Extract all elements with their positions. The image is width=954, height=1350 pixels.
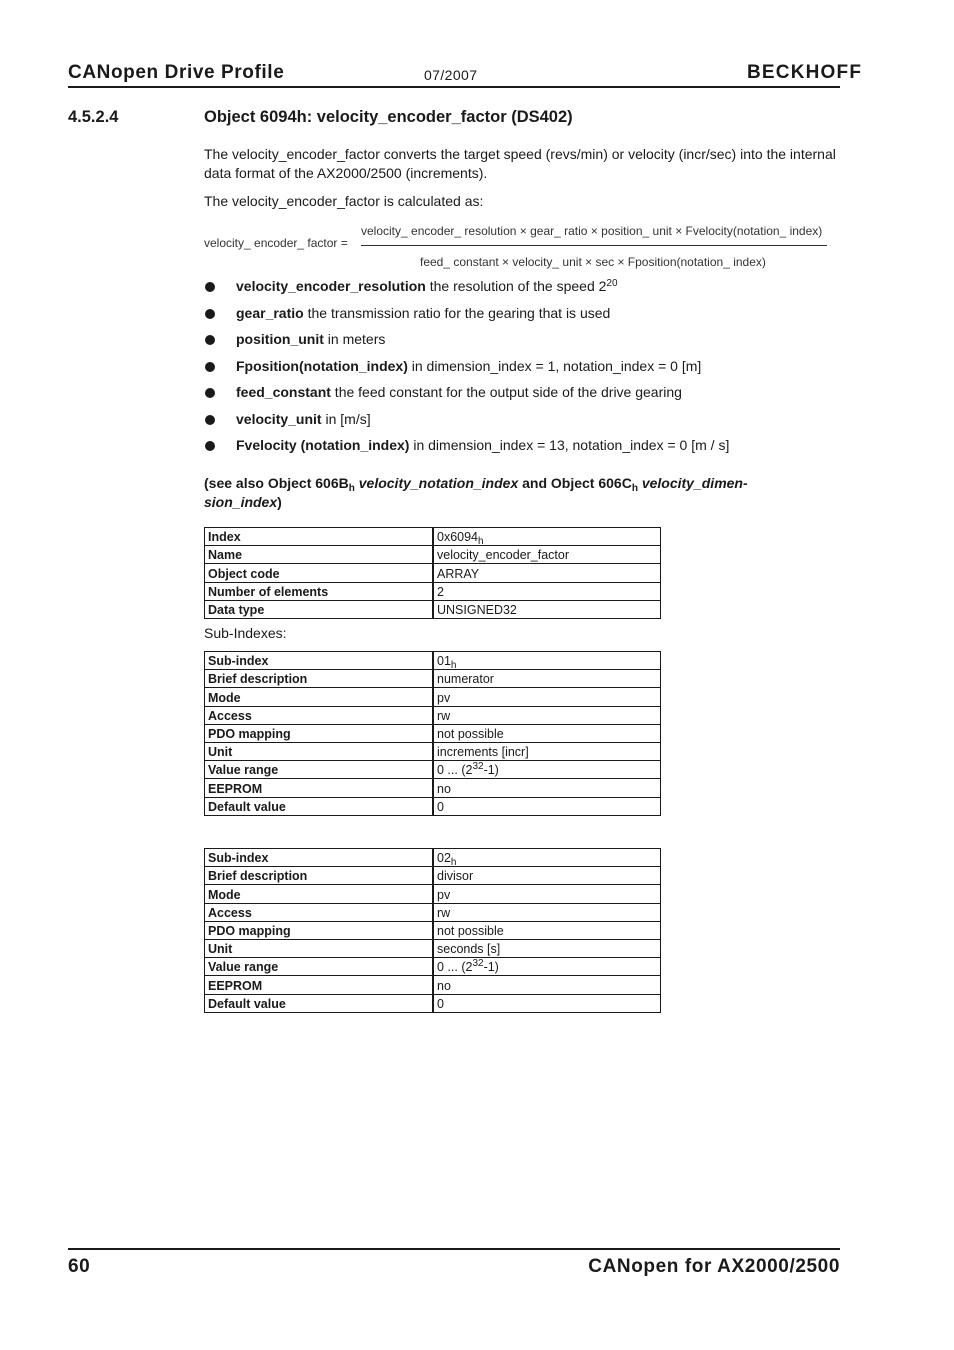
table-row: Object code ARRAY: [205, 564, 661, 582]
table-row: Access rw: [205, 706, 661, 724]
table-row: Name velocity_encoder_factor: [205, 546, 661, 564]
table-row: Unit increments [incr]: [205, 742, 661, 760]
term: velocity_encoder_resolution: [236, 278, 426, 294]
term: feed_constant: [236, 384, 331, 400]
table-row: Unit seconds [s]: [205, 939, 661, 957]
list-item: [204, 356, 844, 383]
table-row: EEPROM no: [205, 779, 661, 797]
list-item: [204, 329, 844, 356]
page-number: 60: [68, 1256, 91, 1277]
brand-logo: BECKHOFF: [747, 62, 863, 83]
table-row: PDO mapping not possible: [205, 724, 661, 742]
table-row: Default value 0: [205, 797, 661, 815]
list-item: [204, 276, 844, 303]
formula-denominator: feed_ constant × velocity_ unit × sec × Fposition(notation_ index): [420, 255, 766, 269]
term: gear_ratio: [236, 304, 304, 321]
list-item: [204, 303, 844, 330]
table-row: EEPROM no: [205, 976, 661, 994]
formula-fraction-bar: [361, 245, 827, 246]
intro-paragraph: The velocity_encoder_factor converts the target speed (revs/min) or velocity (incr/sec) into the internal data format of the AX2000/2500 (increments).: [204, 146, 836, 181]
bullet-icon: [205, 441, 215, 451]
term-description: the feed constant for the output side of the drive gearing: [330, 384, 682, 400]
list-item: [204, 382, 844, 409]
see-also-note: (see also Object $606B_h$ velocity_notation_index and Object $606C_h$ velocity_dimen-sion_index): [204, 475, 748, 510]
term: Fposition(notation_index): [236, 357, 408, 374]
table-row: Value range 0 ... $(2^{32}-1)$: [205, 761, 661, 779]
table-row: Sub-index $01_h$: [205, 652, 661, 670]
table-row: Mode pv: [205, 885, 661, 903]
table-row: Sub-index $02_h$: [205, 849, 661, 867]
variable-list: [204, 276, 844, 462]
term-description: in dimension_index = 13, notation_index = 0 [m / s]: [409, 437, 730, 453]
term-description: in meters: [323, 331, 386, 347]
bullet-icon: [205, 282, 215, 292]
table-row: Data type UNSIGNED32: [205, 600, 661, 618]
bullet-icon: [205, 335, 215, 345]
header-title: CANopen Drive Profile: [68, 62, 285, 83]
sub-indexes-label: Sub-Indexes:: [204, 625, 287, 641]
term: position_unit: [236, 331, 324, 347]
table-row: Mode pv: [205, 688, 661, 706]
footer-rule: [68, 1248, 840, 1250]
list-item: [204, 435, 844, 462]
subindex-table-02: [204, 848, 661, 1013]
term-description: the transmission ratio for the gearing that is used: [303, 304, 611, 321]
bullet-icon: [205, 309, 215, 319]
formula-lhs: velocity_ encoder_ factor =: [204, 236, 348, 250]
term-description: in [m/s]: [321, 410, 371, 427]
table-row: Index $0x6094_h$: [205, 528, 661, 546]
table-row: Default value 0: [205, 994, 661, 1012]
header-rule: [68, 86, 840, 88]
table-row: PDO mapping not possible: [205, 921, 661, 939]
footer-title: CANopen for AX2000/2500: [588, 1256, 840, 1277]
term-description: the resolution of the speed 2: [425, 278, 607, 294]
calc-paragraph: The velocity_encoder_factor is calculated as:: [204, 193, 484, 209]
object-table: [204, 527, 661, 619]
term: velocity_unit: [236, 410, 322, 427]
exponent: 20: [606, 278, 618, 289]
table-row: Access rw: [205, 903, 661, 921]
term-description: in dimension_index = 1, notation_index = 0 [m]: [407, 357, 702, 374]
table-row: Brief description divisor: [205, 867, 661, 885]
bullet-icon: [205, 415, 215, 425]
bullet-icon: [205, 388, 215, 398]
list-item: [204, 409, 844, 436]
formula-numerator: velocity_ encoder_ resolution × gear_ ratio × position_ unit × Fvelocity(notation_ index): [361, 224, 823, 238]
bullet-icon: [205, 362, 215, 372]
section-title: Object 6094h: velocity_encoder_factor (DS402): [204, 108, 573, 126]
table-row: Value range 0 ... $(2^{32}-1)$: [205, 958, 661, 976]
section-number: 4.5.2.4: [68, 108, 119, 126]
table-row: Number of elements 2: [205, 582, 661, 600]
table-row: Brief description numerator: [205, 670, 661, 688]
header-date: 07/2007: [424, 67, 478, 83]
subindex-table-01: [204, 651, 661, 816]
term: Fvelocity (notation_index): [236, 437, 410, 453]
